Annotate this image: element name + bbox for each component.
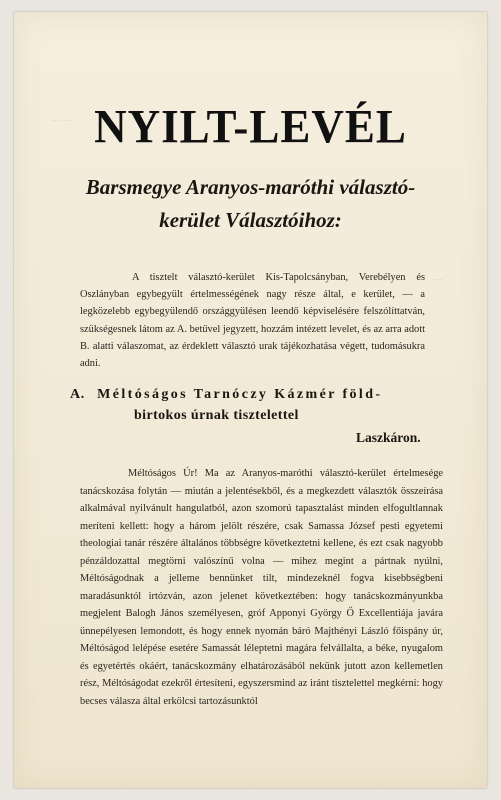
document-subtitle-line2: kerület Választóihoz: bbox=[159, 208, 342, 232]
document-title: NYILT-LEVÉL bbox=[94, 100, 407, 154]
address-name: Méltóságos Tarnóczy Kázmér föld- bbox=[97, 387, 383, 402]
letter-body: Méltóságos Úr! Ma az Aranyos-maróthi választó-kerület értelmesége tanácskozása folytán — miután a jelentésekből, és a megkezdett választók összeírása alkalmával nyilvánult hangulatból, azon szomorú tapasztalást minden elfogultlannak meríteni kellett: hogy a három jelölt részére, csak Samassa József pesti egyetemi theologiai tanár részére általános többségre következtetni kellene, és ezt csak nagyobb pénzáldozattal megtörni valószínű volna — mihez megint a pártnak nyúlni, Méltóságodnak a jelleme bennünket tilt, mindezeknél fogva kisebbségbeni maradásunktól irtózván, azon jelenet következtében: hogy tanácskozmányunkba megjelent Balogh János személyesen, gróf Apponyi György Ő Excellentiája javára ünnepélyesen lemondott, és hogy ennek nyomán báró Majthényi László főispány úr, Méltóságod lelépése esetére Samassát léleptetni magára felvállalta, a béke, nyugalom és egyetértés okáért, tanácskozmány elhatározásából nekünk jutott azon kellemetlen rész, Méltóságodat ezekről értesíteni, egyszersmind az iránt tisztelettel megkérni: hogy becses válasza által erkölcsi tartozásunktól bbox=[80, 468, 443, 707]
bleed-through-mark: — — bbox=[52, 115, 73, 125]
intro-paragraph: A tisztelt választó-kerület Kis-Tapolcsányban, Verebélyen és Oszlányban egybegyült értelmességének nagy része által, e kerület, — a legközelebb egybegyülendő országgyülésen leendő képviselésére felszólíttatván, szükségesnek látom az A. betűvel jegyzett, hozzám intézett levelet, és az arra adott B. alatti válaszomat, az érdeklett választó urak tájékozhatása végett, tudomásukra adni. bbox=[80, 272, 425, 370]
bleed-through-mark: — bbox=[434, 274, 443, 284]
document-sheet bbox=[14, 12, 487, 788]
address-line1 bbox=[70, 388, 382, 402]
letter-body-block bbox=[80, 465, 443, 710]
address-letter: A. bbox=[70, 387, 85, 402]
intro-paragraph-block bbox=[80, 269, 425, 372]
address-line2: birtokos úrnak tisztelettel bbox=[134, 408, 299, 423]
document-subtitle-line1: Barsmegye Aranyos-maróthi választó- bbox=[85, 175, 416, 199]
address-place: Laszkáron. bbox=[356, 430, 421, 445]
